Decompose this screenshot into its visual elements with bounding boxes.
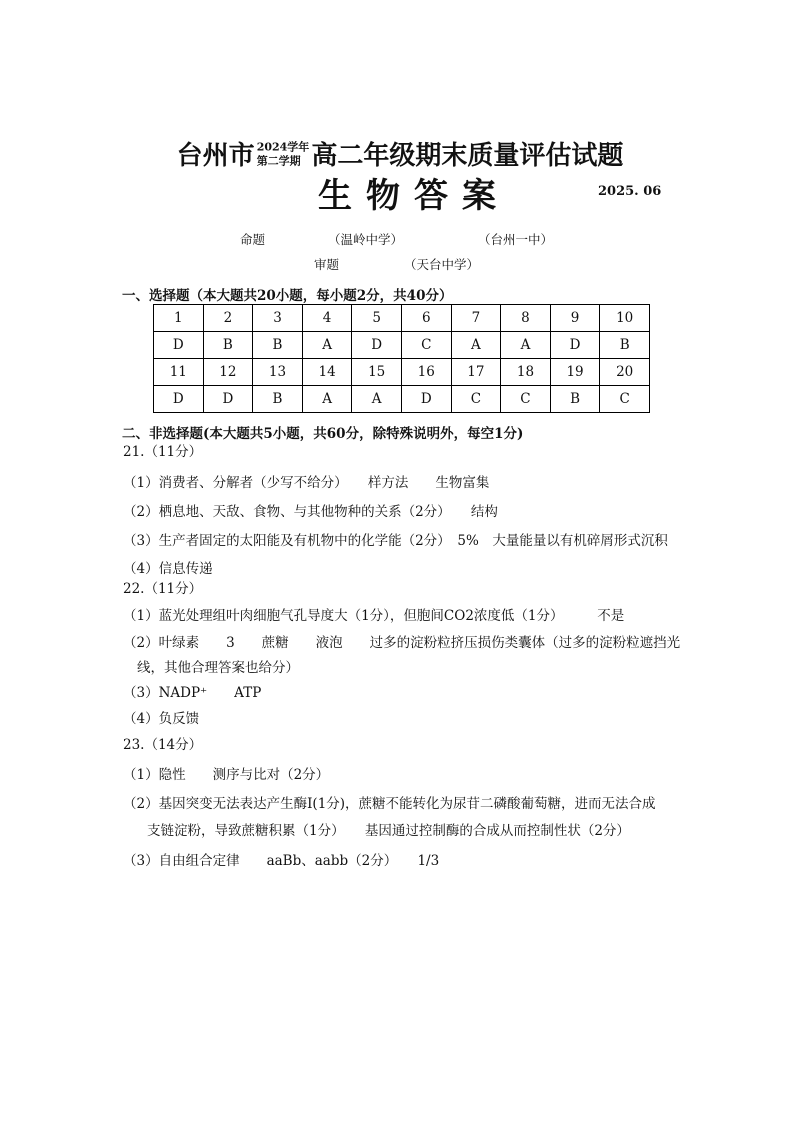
year-label: 2024学年 xyxy=(256,140,310,154)
question-number-cell: 18 xyxy=(501,359,551,386)
answer-cell: A xyxy=(302,332,352,359)
question-number-cell: 13 xyxy=(253,359,303,386)
answer-line: （2）叶绿素 3 蔗糖 液泡 过多的淀粉粒挤压损伤类囊体（过多的淀粉粒遮挡光 xyxy=(123,635,681,651)
answer-line: （1）消费者、分解者（少写不给分） 样方法 生物富集 xyxy=(123,475,490,491)
question-number-cell: 12 xyxy=(203,359,253,386)
answer-cell: A xyxy=(451,332,501,359)
question-number-cell: 14 xyxy=(302,359,352,386)
q21-heading: 21.（11分） xyxy=(123,444,203,460)
question-number-cell: 20 xyxy=(600,359,650,386)
question-number-cell: 16 xyxy=(401,359,451,386)
answer-cell: D xyxy=(154,332,204,359)
answer-line: （1）隐性 测序与比对（2分） xyxy=(123,767,330,783)
question-number-cell: 11 xyxy=(154,359,204,386)
page-title xyxy=(0,135,800,172)
review-label: 审题 xyxy=(314,257,340,272)
answer-line: （4）信息传递 xyxy=(123,561,213,577)
answer-line: 线，其他合理答案也给分） xyxy=(137,660,299,676)
question-number-cell: 1 xyxy=(154,305,204,332)
answer-cell: B xyxy=(203,332,253,359)
answer-cell: C xyxy=(501,386,551,413)
question-number-cell: 9 xyxy=(550,305,600,332)
answer-line: （4）负反馈 xyxy=(123,711,200,727)
answer-line: （3）生产者固定的太阳能及有机物中的化学能（2分） 5% 大量能量以有机碎屑形式沉积 xyxy=(123,533,668,549)
answer-line: （3）NADP⁺ ATP xyxy=(123,685,262,701)
answer-row xyxy=(154,386,650,413)
exam-date: 2025. 06 xyxy=(598,184,662,199)
propose-school-1: （温岭中学） xyxy=(328,232,404,247)
answer-line: （3）自由组合定律 aaBb、aabb（2分） 1/3 xyxy=(123,853,440,869)
answer-cell: A xyxy=(352,386,402,413)
answer-cell: B xyxy=(550,386,600,413)
question-number-row xyxy=(154,305,650,332)
answer-cell: D xyxy=(401,386,451,413)
term-label: 第二学期 xyxy=(256,154,301,167)
question-number-cell: 15 xyxy=(352,359,402,386)
q23-heading: 23.（14分） xyxy=(123,737,203,753)
answer-cell: C xyxy=(401,332,451,359)
answer-cell: B xyxy=(253,332,303,359)
review-school: （天台中学） xyxy=(404,257,480,272)
answer-line: 支链淀粉，导致蔗糖积累（1分） 基因通过控制酶的合成从而控制性状（2分） xyxy=(147,823,630,839)
question-number-cell: 5 xyxy=(352,305,402,332)
answer-cell: D xyxy=(550,332,600,359)
answer-cell: C xyxy=(600,386,650,413)
exam-title: 高二年级期末质量评估试题 xyxy=(311,141,624,171)
answer-cell: A xyxy=(501,332,551,359)
city-label: 台州市 xyxy=(176,141,255,171)
answer-cell: C xyxy=(451,386,501,413)
answer-cell: D xyxy=(352,332,402,359)
answer-cell: D xyxy=(154,386,204,413)
question-number-cell: 19 xyxy=(550,359,600,386)
section2-heading: 二、非选择题(本大题共5小题，共60分，除特殊说明外，每空1分) xyxy=(122,426,524,442)
question-number-cell: 7 xyxy=(451,305,501,332)
question-number-cell: 10 xyxy=(600,305,650,332)
section1-heading: 一、选择题（本大题共20小题，每小题2分，共40分） xyxy=(122,288,453,304)
answer-row xyxy=(154,332,650,359)
question-number-cell: 17 xyxy=(451,359,501,386)
term-stack xyxy=(257,140,310,167)
question-number-cell: 3 xyxy=(253,305,303,332)
propose-label: 命题 xyxy=(240,232,266,247)
answer-cell: B xyxy=(253,386,303,413)
answer-cell: B xyxy=(600,332,650,359)
answer-cell: D xyxy=(203,386,253,413)
answer-line: （2）基因突变无法表达产生酶I(1分)，蔗糖不能转化为尿苷二磷酸葡萄糖，进而无法合成 xyxy=(123,796,656,812)
answer-cell: A xyxy=(302,386,352,413)
question-number-cell: 8 xyxy=(501,305,551,332)
answer-table xyxy=(153,304,650,413)
propose-school-2: （台州一中） xyxy=(478,232,554,247)
q22-heading: 22.（11分） xyxy=(123,581,203,597)
question-number-cell: 4 xyxy=(302,305,352,332)
question-number-cell: 6 xyxy=(401,305,451,332)
question-number-row xyxy=(154,359,650,386)
answer-subtitle: 生物答案 xyxy=(318,176,510,216)
answer-line: （1）蓝光处理组叶肉细胞气孔导度大（1分），但胞间CO2浓度低（1分） 不是 xyxy=(123,608,625,624)
question-number-cell: 2 xyxy=(203,305,253,332)
answer-line: （2）栖息地、天敌、食物、与其他物种的关系（2分） 结构 xyxy=(123,504,498,520)
